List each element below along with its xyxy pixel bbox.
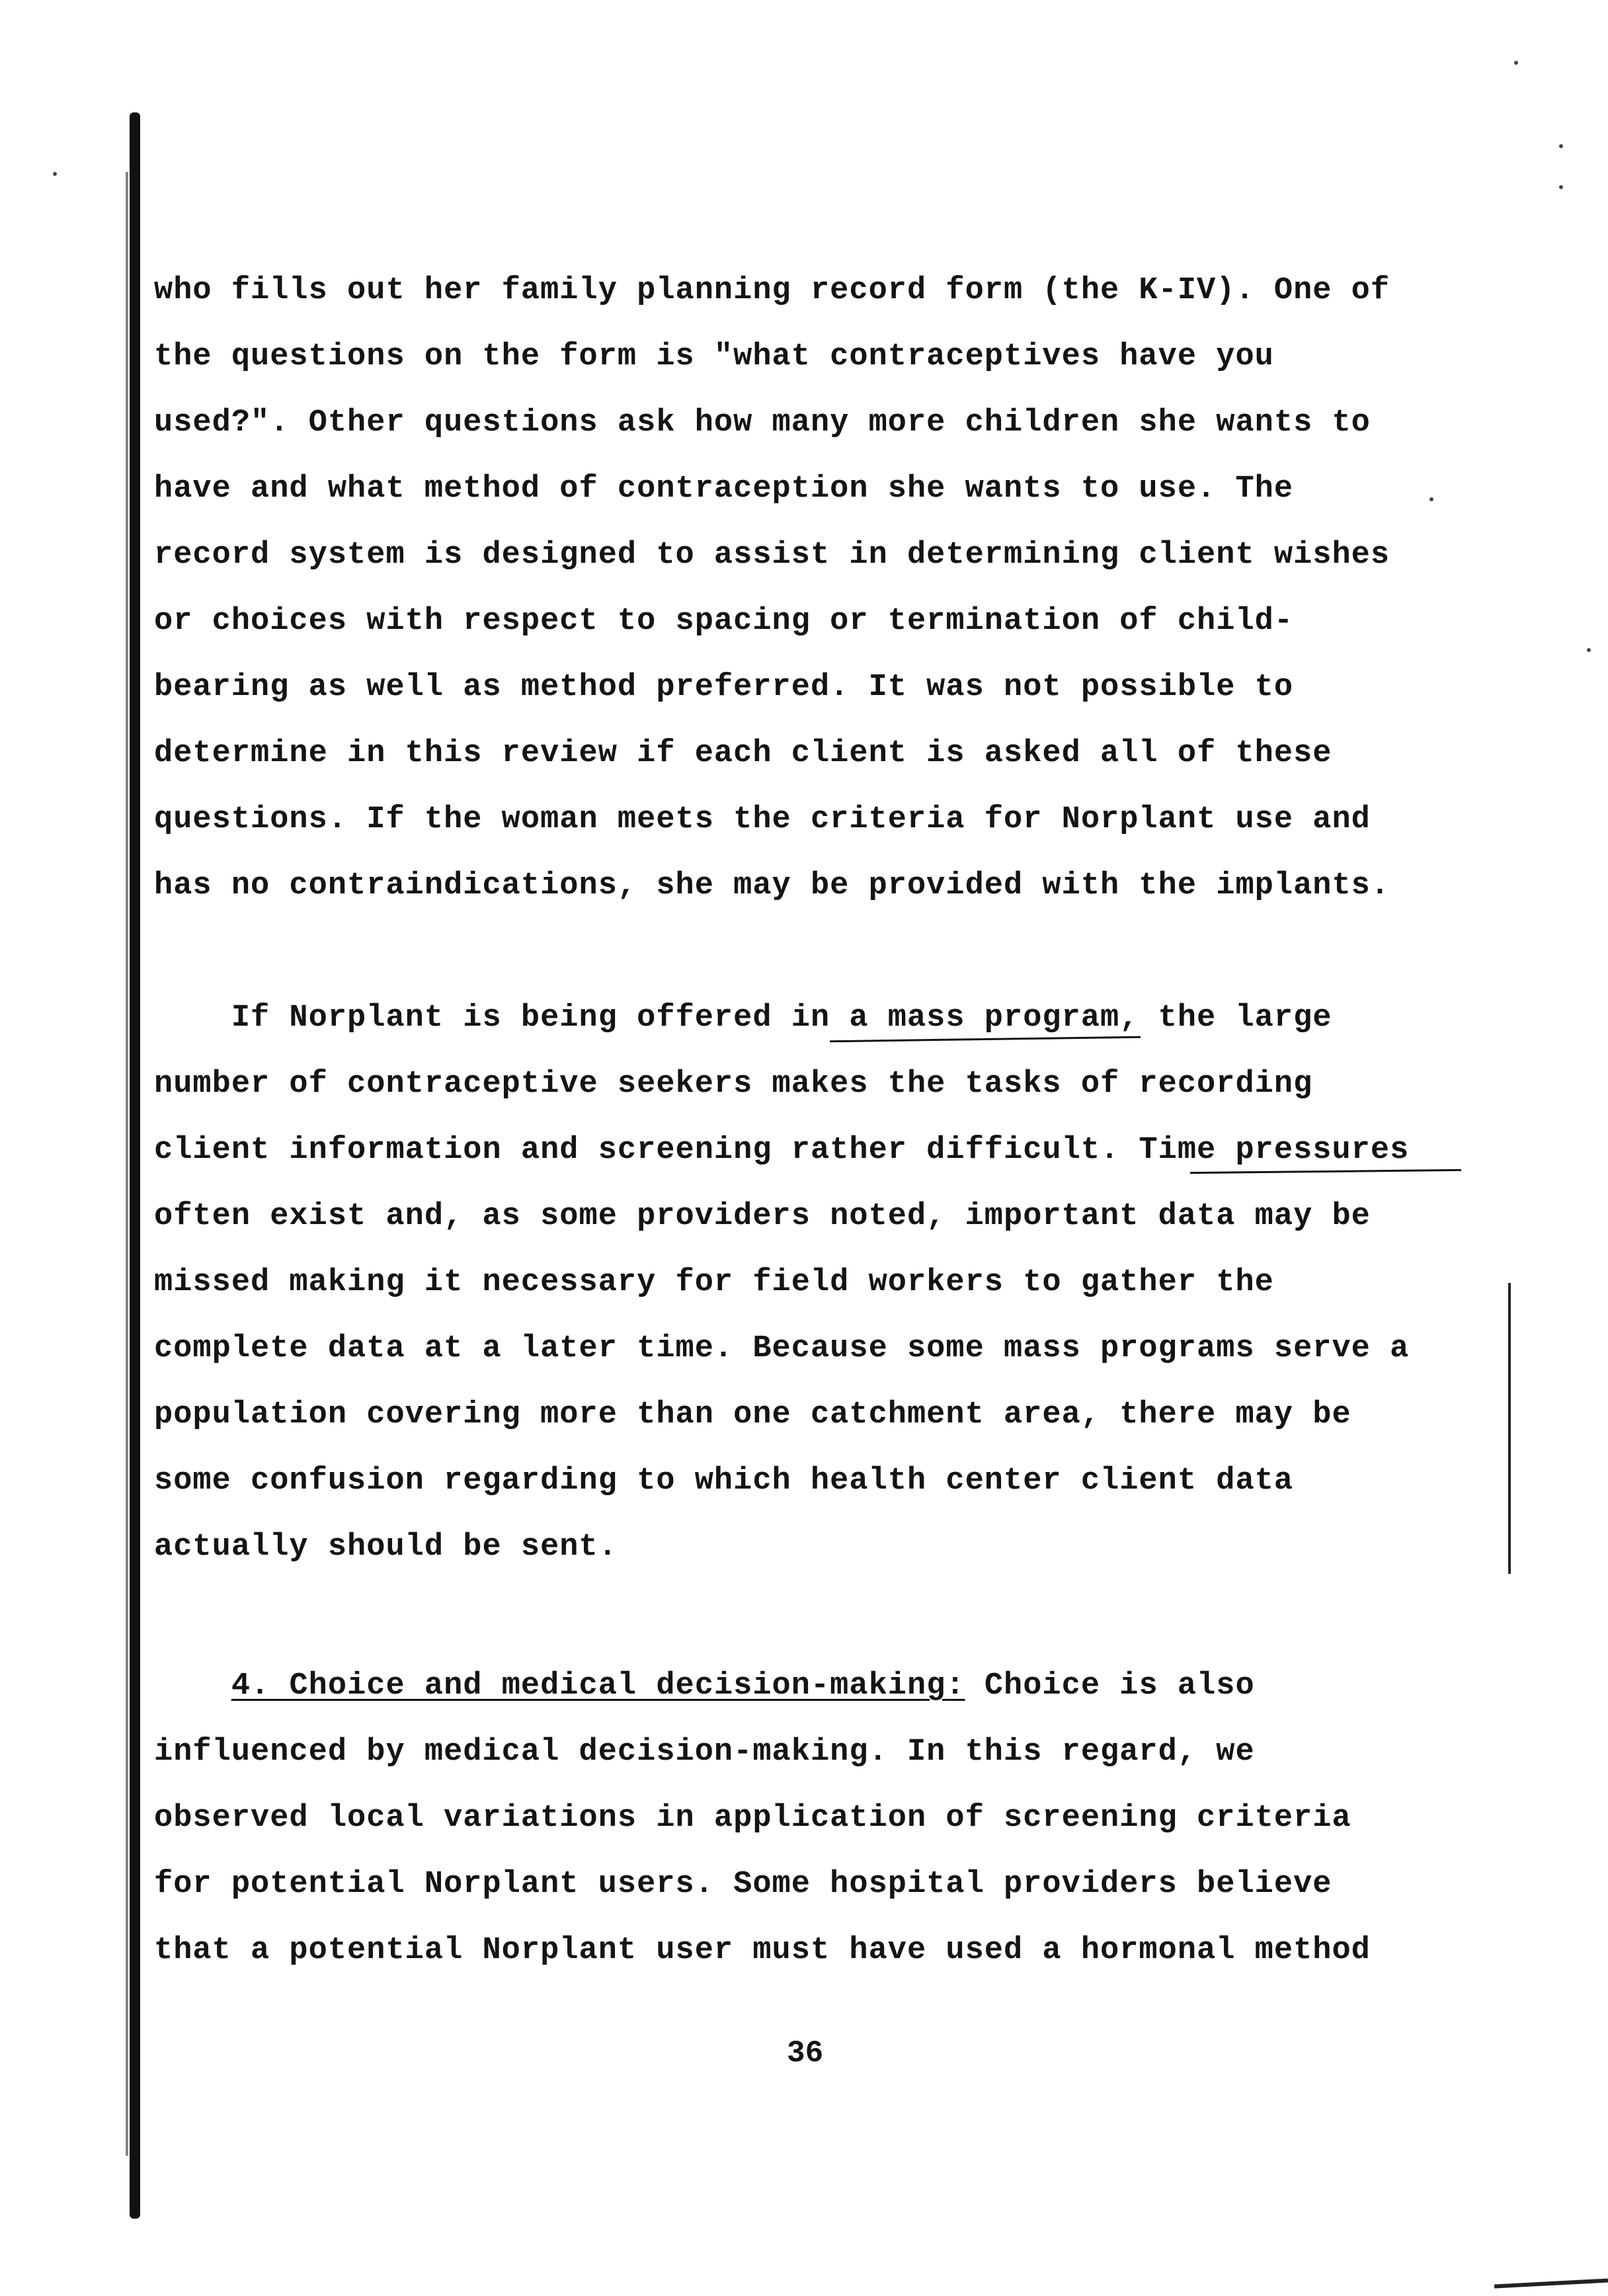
paragraph1-line: have and what method of contraception she wants to use. The: [154, 472, 1294, 507]
paragraph3-line: observed local variations in application of screening criteria: [154, 1801, 1351, 1836]
paragraph1-line: the questions on the form is "what contraceptives have you: [154, 339, 1274, 374]
paragraph2-line: missed making it necessary for field workers to gather the: [154, 1265, 1274, 1300]
corner-scan-mark: [1494, 2279, 1608, 2289]
paragraph2-line: population covering more than one catchment area, there may be: [154, 1397, 1351, 1432]
paragraph2-line: some confusion regarding to which health center client data: [154, 1463, 1294, 1498]
paragraph1-line: who fills out her family planning record form (the K-IV). One of: [154, 273, 1390, 308]
section4-heading: 4. Choice and medical decision-making:: [231, 1668, 965, 1703]
paragraph1-line: determine in this review if each client is asked all of these: [154, 736, 1332, 771]
paragraph2-line: complete data at a later time. Because some mass programs serve a: [154, 1331, 1410, 1366]
section4-first-line: [154, 1666, 1255, 1706]
scan-speck: [1429, 497, 1433, 501]
paragraph2-line: often exist and, as some providers noted, important data may be: [154, 1199, 1371, 1234]
binding-edge-shadow: [126, 172, 128, 2156]
binding-edge-mark: [130, 112, 140, 2219]
paragraph1-line: used?". Other questions ask how many more children she wants to: [154, 405, 1371, 440]
paragraph3-line: for potential Norplant users. Some hospital providers believe: [154, 1867, 1332, 1902]
paragraph1-line: questions. If the woman meets the criteria for Norplant use and: [154, 802, 1371, 837]
scan-speck: [1514, 61, 1518, 65]
paragraph2-line: client information and screening rather difficult. Time pressures: [154, 1133, 1410, 1168]
paragraph3-line: influenced by medical decision-making. In this regard, we: [154, 1735, 1255, 1770]
margin-revision-bar: [1508, 1283, 1511, 1574]
paragraph2-line: number of contraceptive seekers makes the tasks of recording: [154, 1067, 1313, 1102]
paragraph2-line: If Norplant is being offered in a mass program, the large: [154, 1001, 1332, 1036]
scan-speck: [1559, 144, 1563, 148]
scan-speck: [1559, 185, 1563, 189]
paragraph1-line: record system is designed to assist in determining client wishes: [154, 538, 1390, 573]
section4-first-line-rest: Choice is also: [965, 1668, 1255, 1703]
paragraph1-line: or choices with respect to spacing or termination of child-: [154, 604, 1294, 639]
paragraph1-line: bearing as well as method preferred. It was not possible to: [154, 670, 1294, 705]
page-number: 36: [787, 2036, 824, 2070]
paragraph1-line: has no contraindications, she may be provided with the implants.: [154, 868, 1390, 903]
paragraph2-line: actually should be sent.: [154, 1530, 618, 1565]
paragraph3-line: that a potential Norplant user must have used a hormonal method: [154, 1933, 1371, 1968]
scan-speck: [53, 172, 57, 176]
scan-speck: [1587, 648, 1591, 652]
